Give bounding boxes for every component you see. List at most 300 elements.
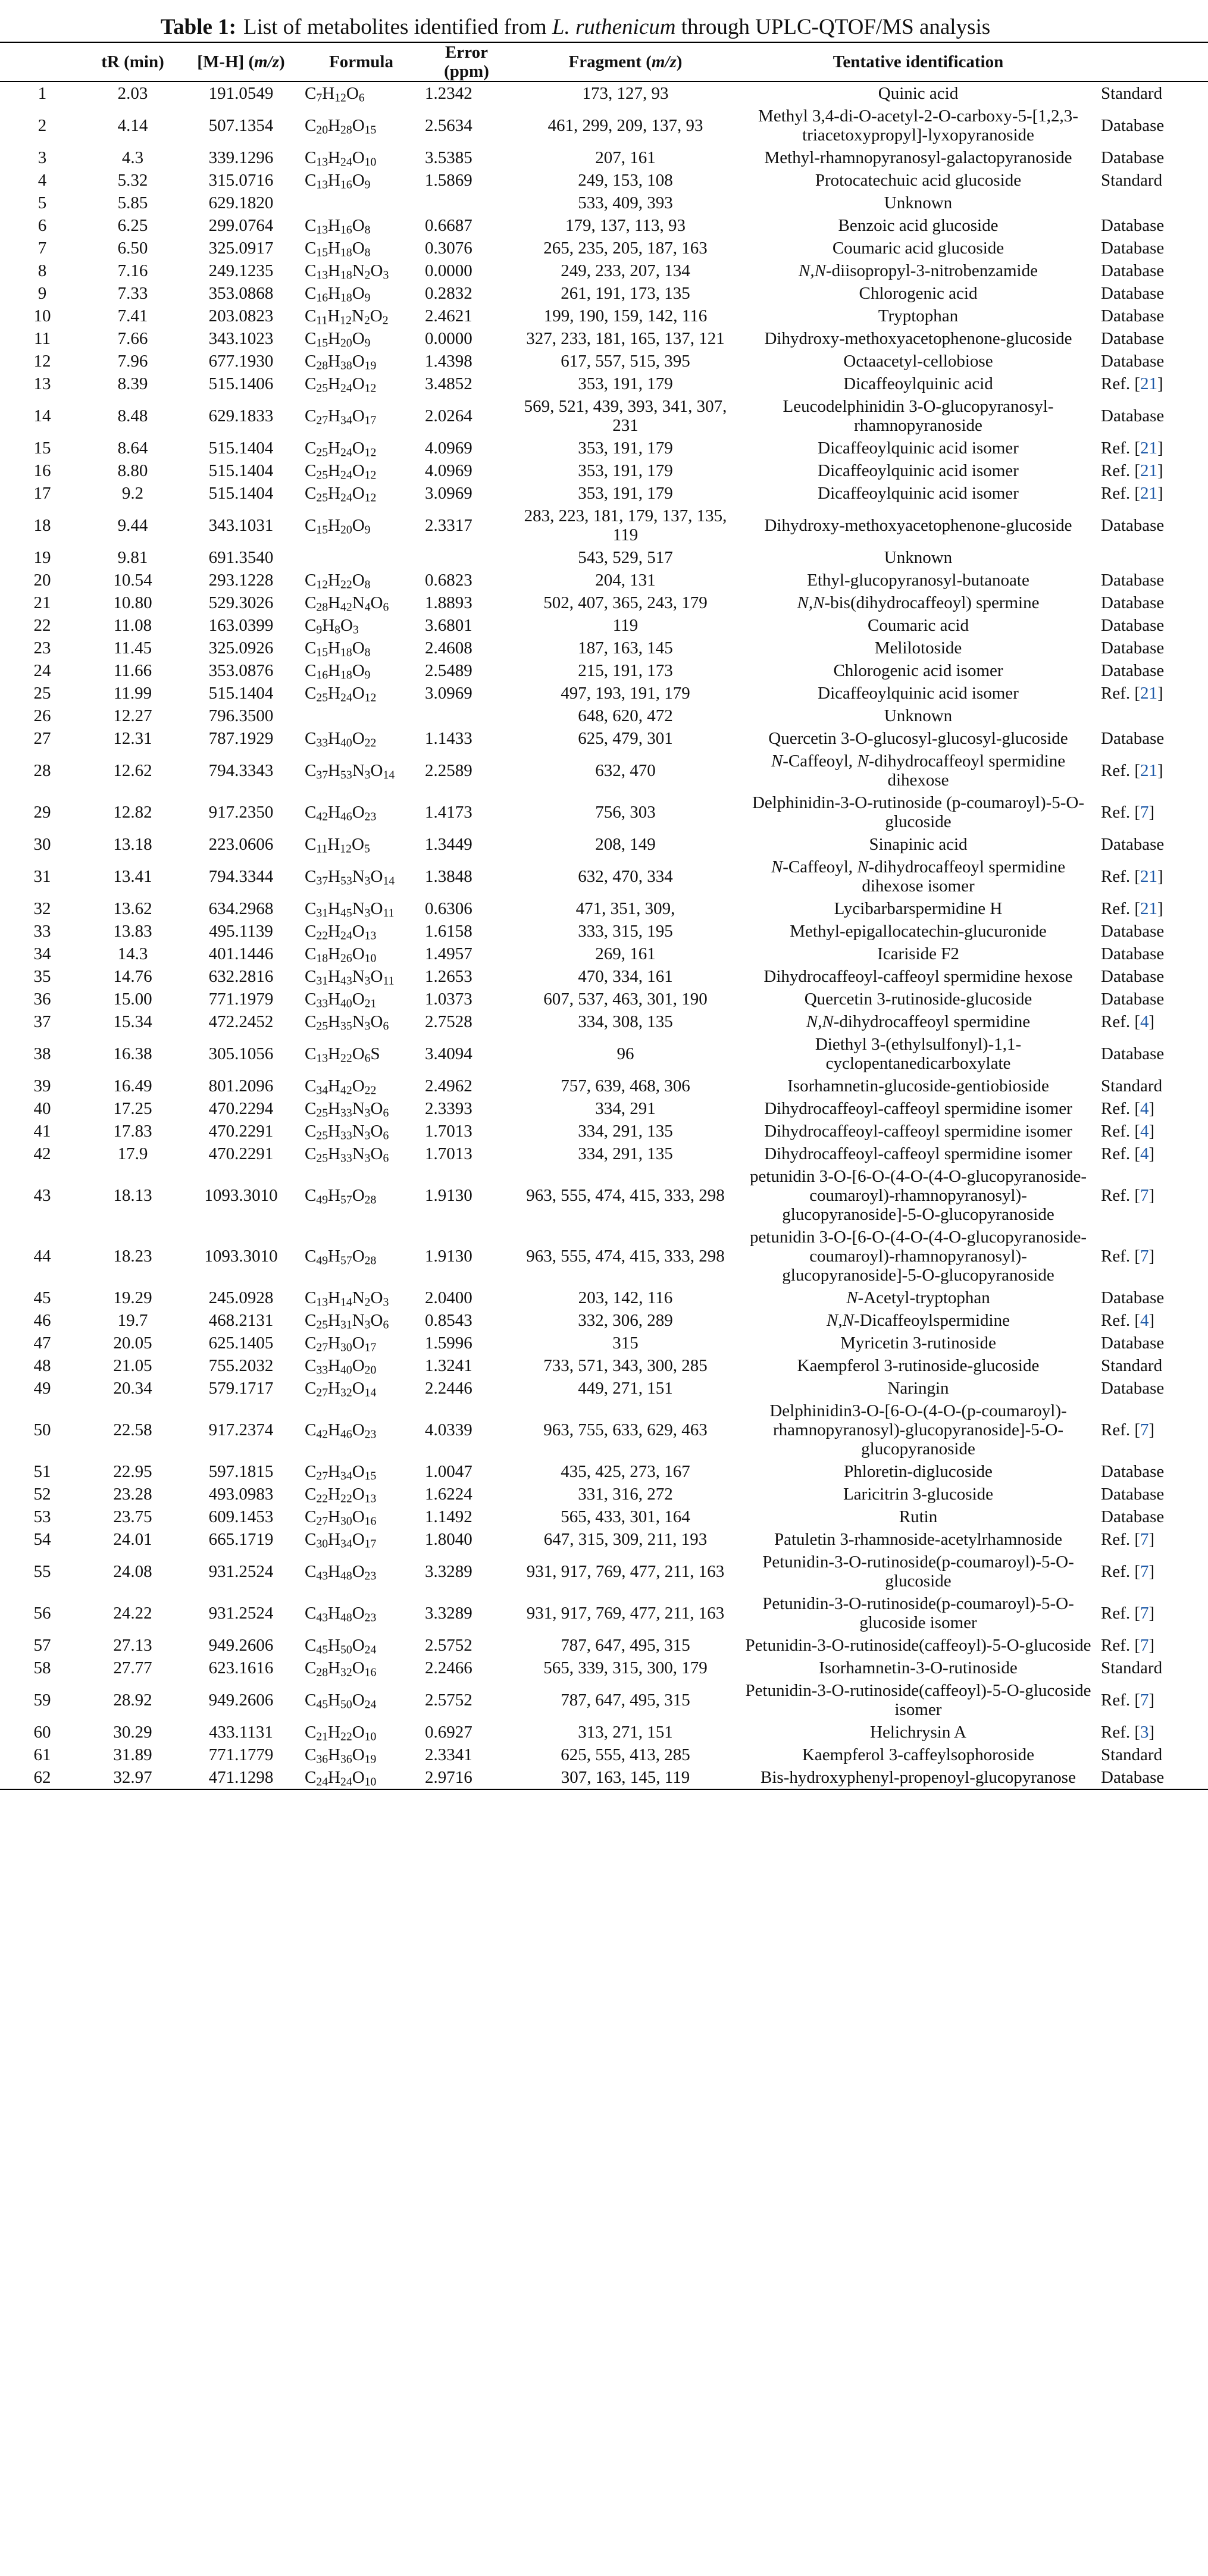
table-row [0,637,1208,659]
mass-value: 794.3343 [208,761,274,780]
retention-time: 20.05 [113,1334,152,1353]
tentative-identification: Chlorogenic acid isomer [833,661,1003,680]
formula-cell: $C_{27}H_{30}O_{16}$ [305,1507,377,1528]
identification-source: Database [1101,148,1165,167]
fragment-ions: 565, 339, 315, 300, 179 [543,1658,708,1677]
table-row [0,569,1208,591]
identification-source: Database [1101,516,1165,535]
tentative-identification: Melilotoside [874,638,962,658]
mass-value: 493.0983 [208,1485,274,1504]
table-row [0,1592,1208,1634]
formula-cell: $C_{22}H_{22}O_{13}$ [305,1485,377,1505]
error-ppm: 3.4094 [425,1044,472,1063]
mass-value: 495.1139 [209,922,273,941]
header-formula: Formula [301,42,421,82]
table-row [0,327,1208,350]
identification-source: Database [1101,1485,1165,1504]
table-row [0,705,1208,727]
mass-value: 949.2606 [208,1691,274,1710]
fragment-ions: 283, 223, 181, 179, 137, 135, 119 [524,506,727,544]
identification-source: Ref. [21] [1101,439,1163,458]
fragment-ions: 313, 271, 151 [578,1723,673,1742]
identification-source: Ref. [21] [1101,374,1163,393]
mass-value: 353.0876 [208,661,274,680]
tentative-identification: Delphinidin-3-O-rutinoside (p-coumaroyl)-5-O-glucoside [752,793,1085,831]
formula-cell: $C_{13}H_{16}O_9$ [305,171,371,192]
row-index: 2 [37,116,47,135]
identification-source: Database [1101,306,1165,325]
identification-source: Database [1101,116,1165,135]
mass-value: 470.2291 [208,1122,274,1141]
retention-time: 24.01 [113,1530,152,1549]
identification-source: Ref. [7] [1101,1691,1155,1710]
table-row [0,1143,1208,1165]
table-row [0,546,1208,569]
row-index: 5 [37,193,47,212]
formula-cell: $C_{25}H_{24}O_{12}$ [305,484,377,505]
retention-time: 27.13 [113,1636,152,1655]
fragment-ions: 334, 291, 135 [578,1144,673,1163]
formula-cell: $C_{20}H_{28}O_{15}$ [305,116,377,137]
formula-cell: $C_{28}H_{38}O_{19}$ [305,352,377,373]
error-ppm: 0.8543 [425,1311,472,1330]
mass-value: 931.2524 [208,1604,274,1623]
tentative-identification: Helichrysin A [870,1723,966,1742]
retention-time: 23.75 [113,1507,152,1526]
mass-value: 634.2968 [208,899,274,918]
retention-time: 8.80 [117,461,148,480]
tentative-identification: N-Caffeoyl, N-dihydrocaffeoyl spermidine dihexose isomer [771,857,1066,896]
row-index: 49 [33,1379,51,1398]
row-index: 3 [37,148,47,167]
identification-source: Database [1101,638,1165,658]
error-ppm: 3.4852 [425,374,472,393]
error-ppm: 1.8040 [425,1530,472,1549]
tentative-identification: Quinic acid [878,84,959,103]
retention-time: 9.44 [117,516,148,535]
identification-source: Database [1101,729,1165,748]
tentative-identification: Sinapinic acid [869,835,968,854]
identification-source: Database [1101,1044,1165,1063]
fragment-ions: 334, 308, 135 [578,1012,673,1031]
identification-source: Ref. [21] [1101,761,1163,780]
table-row [0,1679,1208,1721]
mass-value: 515.1404 [208,484,274,503]
row-index: 28 [33,761,51,780]
caption-text-after: through UPLC-QTOF/MS analysis [681,14,991,39]
formula-cell: $C_{28}H_{32}O_{16}$ [305,1658,377,1679]
table-row [0,791,1208,833]
identification-source: Ref. [7] [1101,803,1155,822]
formula-cell: $C_{42}H_{46}O_{23}$ [305,803,377,824]
header-source [1097,42,1208,82]
row-index: 15 [33,439,51,458]
error-ppm: 1.3449 [425,835,472,854]
tentative-identification: Myricetin 3-rutinoside [840,1334,996,1353]
fragment-ions: 249, 153, 108 [578,171,673,190]
row-index: 55 [33,1562,51,1581]
identification-source: Database [1101,406,1165,425]
mass-value: 787.1929 [208,729,274,748]
fragment-ions: 327, 233, 181, 165, 137, 121 [526,329,725,348]
tentative-identification: Petunidin-3-O-rutinoside(p-coumaroyl)-5-O-glucoside [762,1553,1074,1591]
identification-source: Database [1101,967,1165,986]
row-index: 57 [33,1636,51,1655]
fragment-ions: 757, 639, 468, 306 [561,1076,690,1095]
error-ppm: 1.7013 [425,1144,472,1163]
formula-cell: $C_{25}H_{35}N_3O_6$ [305,1012,389,1033]
fragment-ions: 353, 191, 179 [578,374,673,393]
row-index: 60 [33,1723,51,1742]
retention-time: 16.49 [113,1076,152,1095]
formula-cell: $C_{25}H_{33}N_3O_6$ [305,1144,389,1165]
table-row [0,1483,1208,1505]
fragment-ions: 565, 433, 301, 164 [561,1507,690,1526]
row-index: 19 [33,548,51,567]
tentative-identification: Coumaric acid [868,616,969,635]
fragment-ions: 331, 316, 272 [578,1485,673,1504]
identification-source: Database [1101,616,1165,635]
row-index: 12 [33,352,51,371]
fragment-ions: 208, 149 [595,835,656,854]
table-row [0,192,1208,214]
tentative-identification: Phloretin-diglucoside [844,1462,993,1481]
row-index: 22 [33,616,51,635]
formula-cell: $C_{25}H_{24}O_{12}$ [305,684,377,705]
table-row [0,1400,1208,1460]
tentative-identification: Laricitrin 3-glucoside [843,1485,994,1504]
mass-value: 515.1404 [208,684,274,703]
table-row [0,1097,1208,1120]
row-index: 29 [33,803,51,822]
error-ppm: 1.1492 [425,1507,472,1526]
retention-time: 7.33 [117,284,148,303]
row-index: 41 [33,1122,51,1141]
identification-source: Ref. [7] [1101,1420,1155,1439]
formula-cell: $C_{42}H_{46}O_{23}$ [305,1420,377,1441]
retention-time: 30.29 [113,1723,152,1742]
table-row [0,750,1208,791]
identification-source: Ref. [4] [1101,1122,1155,1141]
formula-cell: $C_{28}H_{42}N_4O_6$ [305,593,389,614]
tentative-identification: petunidin 3-O-[6-O-(4-O-(4-O-glucopyranoside-coumaroyl)-rhamnopyranosyl)-glucopyranoside]-5-O-glucopyranoside [749,1167,1087,1224]
error-ppm: 3.0969 [425,484,472,503]
formula-cell: $C_{33}H_{40}O_{20}$ [305,1356,377,1377]
header-row [0,42,1208,82]
formula-cell: $C_{18}H_{26}O_{10}$ [305,944,377,965]
row-index: 13 [33,374,51,393]
retention-time: 32.97 [85,1766,181,1789]
fragment-ions: 543, 529, 517 [578,548,673,567]
retention-time: 18.13 [113,1186,152,1205]
error-ppm: 0.6927 [425,1723,472,1742]
mass-value: 931.2524 [208,1562,274,1581]
formula-cell: $C_{12}H_{22}O_8$ [305,571,371,591]
identification-source: Database [1101,835,1165,854]
row-index: 56 [33,1604,51,1623]
formula-cell: $C_7H_{12}O_6$ [305,84,365,105]
formula-cell: $C_{25}H_{24}O_{12}$ [305,374,377,395]
tentative-identification: N-Caffeoyl, N-dihydrocaffeoyl spermidine dihexose [771,752,1066,790]
error-ppm: 2.3341 [425,1745,472,1764]
error-ppm: 1.4173 [425,803,472,822]
tentative-identification: Dicaffeoylquinic acid isomer [818,484,1019,503]
error-ppm: 2.4608 [425,638,472,658]
identification-source: Database [1101,1462,1165,1481]
identification-source: Ref. [21] [1101,867,1163,886]
row-index: 61 [33,1745,51,1764]
table-row [0,1657,1208,1679]
table-row [0,1744,1208,1766]
mass-value: 515.1406 [208,374,274,393]
tentative-identification: Unknown [884,706,953,725]
error-ppm: 3.3289 [425,1562,472,1581]
identification-source: Ref. [21] [1101,461,1163,480]
fragment-ions: 963, 755, 633, 629, 463 [543,1420,708,1439]
row-index: 7 [37,239,47,258]
tentative-identification: Dicaffeoylquinic acid [843,374,993,393]
retention-time: 6.50 [117,239,148,258]
fragment-ions: 931, 917, 769, 477, 211, 163 [526,1562,725,1581]
row-index: 11 [34,329,51,348]
error-ppm [421,192,512,214]
tentative-identification: Octaacetyl-cellobiose [843,352,993,371]
fragment-ions: 533, 409, 393 [578,193,673,212]
table-row [0,591,1208,614]
mass-value: 470.2294 [208,1099,274,1118]
fragment-ions: 187, 163, 145 [578,638,673,658]
row-index: 20 [33,571,51,590]
mass-value: 343.1031 [208,516,274,535]
table-row [0,965,1208,988]
row-index: 51 [33,1462,51,1481]
mass-value: 609.1453 [208,1507,274,1526]
header-mh: [M-H] (m/z) [181,42,301,82]
fragment-ions: 207, 161 [595,148,656,167]
formula-cell: $C_{27}H_{34}O_{15}$ [305,1462,377,1483]
mass-value: 677.1930 [208,352,274,371]
fragment-ions: 625, 479, 301 [578,729,673,748]
fragment-ions: 334, 291, 135 [578,1122,673,1141]
error-ppm: 1.4957 [425,944,472,963]
mass-value: 470.2291 [208,1144,274,1163]
tentative-identification: N,N-diisopropyl-3-nitrobenzamide [799,261,1038,280]
mass-value: 949.2606 [208,1636,274,1655]
row-index: 53 [33,1507,51,1526]
fragment-ions: 470, 334, 161 [578,967,673,986]
tentative-identification: Tryptophan [878,306,959,325]
fragment-ions: 96 [616,1044,634,1063]
mass-value: 515.1404 [208,439,274,458]
table-body [0,82,1208,1789]
identification-source: Ref. [4] [1101,1144,1155,1163]
formula-cell: $C_{37}H_{53}N_3O_{14}$ [305,867,395,888]
tentative-identification: Dihydrocaffeoyl-caffeoyl spermidine isomer [764,1122,1072,1141]
table-row [0,1354,1208,1377]
identification-source: Ref. [7] [1101,1530,1155,1549]
mass-value: 468.2131 [208,1311,274,1330]
table-row [0,1332,1208,1354]
mass-value: 401.1446 [208,944,274,963]
retention-time: 10.54 [113,571,152,590]
mass-value: 632.2816 [208,967,274,986]
table-row [0,282,1208,305]
fragment-ions: 931, 917, 769, 477, 211, 163 [526,1604,725,1623]
error-ppm: 0.0000 [425,329,472,348]
tentative-identification: Icariside F2 [877,944,959,963]
identification-source: Database [1101,1507,1165,1526]
tentative-identification: Petunidin-3-O-rutinoside(caffeoyl)-5-O-glucoside [745,1636,1091,1655]
row-index: 36 [33,990,51,1009]
identification-source: Database [1101,216,1165,235]
row-index: 25 [33,684,51,703]
mass-value: 471.1298 [181,1766,301,1789]
identification-source: Database [1101,571,1165,590]
retention-time: 17.9 [117,1144,148,1163]
error-ppm: 2.5752 [425,1691,472,1710]
error-ppm: 2.5634 [425,116,472,135]
formula-cell: $C_{11}H_{12}N_2O_2$ [305,306,389,327]
retention-time: 23.28 [113,1485,152,1504]
fragment-ions: 265, 235, 205, 187, 163 [543,239,708,258]
error-ppm: 1.3241 [425,1356,472,1375]
identification-source: Database [1101,1379,1165,1398]
fragment-ions: 617, 557, 515, 395 [561,352,690,371]
mass-value: 665.1719 [208,1530,274,1549]
identification-source: Database [1101,922,1165,941]
table-row [0,614,1208,637]
retention-time: 2.03 [117,84,148,103]
retention-time: 21.05 [113,1356,152,1375]
fragment-ions: 333, 315, 195 [578,922,673,941]
row-index: 44 [33,1247,51,1266]
table-row [0,1460,1208,1483]
table-row [0,1721,1208,1744]
formula-cell: $C_{13}H_{14}N_2O_3$ [305,1288,389,1309]
mass-value: 1093.3010 [204,1186,278,1205]
mass-value: 597.1815 [208,1462,274,1481]
identification-source: Database [1101,1288,1165,1307]
fragment-ions: 787, 647, 495, 315 [561,1691,690,1710]
retention-time: 5.32 [117,171,148,190]
retention-time: 12.82 [113,803,152,822]
fragment-ions: 261, 191, 173, 135 [561,284,690,303]
error-ppm: 2.0400 [425,1288,472,1307]
fragment-ions: 648, 620, 472 [578,706,673,725]
header-fragment: Fragment (m/z) [512,42,739,82]
fragment-ions: 204, 131 [595,571,656,590]
error-ppm: 1.7013 [425,1122,472,1141]
mass-value: 794.3344 [208,867,274,886]
retention-time: 24.08 [113,1562,152,1581]
formula-cell: $C_{45}H_{50}O_{24}$ [305,1691,377,1711]
tentative-identification: Chlorogenic acid [859,284,978,303]
tentative-identification: Petunidin-3-O-rutinoside(p-coumaroyl)-5-O-glucoside isomer [762,1594,1074,1632]
row-index: 6 [37,216,47,235]
retention-time: 11.66 [113,661,152,680]
metabolites-table [0,42,1208,1790]
table-row [0,1505,1208,1528]
retention-time: 14.3 [117,944,148,963]
table-row [0,659,1208,682]
tentative-identification: Lycibarbarspermidine H [834,899,1003,918]
mass-value: 325.0926 [208,638,274,658]
fragment-ions: 119 [612,616,639,635]
table-row [0,1528,1208,1551]
fragment-ions: 449, 271, 151 [578,1379,673,1398]
identification-source [1097,192,1208,214]
retention-time: 20.34 [113,1379,152,1398]
error-ppm: 1.6224 [425,1485,472,1504]
tentative-identification: Dihydrocaffeoyl-caffeoyl spermidine hexose [763,967,1073,986]
fragment-ions: 461, 299, 209, 137, 93 [547,116,703,135]
retention-time: 17.83 [113,1122,152,1141]
mass-value: 801.2096 [208,1076,274,1095]
formula-cell: $C_{27}H_{30}O_{17}$ [305,1334,377,1354]
error-ppm: 1.3848 [425,867,472,886]
retention-time: 22.95 [113,1462,152,1481]
error-ppm: 1.2342 [425,84,472,103]
formula-cell: $C_{16}H_{18}O_9$ [305,661,371,682]
error-ppm: 1.9130 [425,1247,472,1266]
fragment-ions: 334, 291 [595,1099,656,1118]
row-index: 52 [33,1485,51,1504]
caption-text-before: List of metabolites identified from [243,14,547,39]
formula-cell: $C_{15}H_{20}O_9$ [305,329,371,350]
tentative-identification: Delphinidin3-O-[6-O-(4-O-(p-coumaroyl)-rhamnopyranosyl)-glucopyranoside]-5-O-glucopyranoside [769,1401,1067,1458]
header-tr: tR (min) [85,42,181,82]
error-ppm: 2.2589 [425,761,472,780]
tentative-identification: N-Acetyl-tryptophan [846,1288,990,1307]
mass-value: 515.1404 [208,461,274,480]
row-index: 37 [33,1012,51,1031]
mass-value: 691.3540 [208,548,274,567]
mass-value: 343.1023 [208,329,274,348]
tentative-identification: Methyl 3,4-di-O-acetyl-2-O-carboxy-5-[1,2,3-triacetoxypropyl]-lyxopyranoside [758,107,1078,145]
row-index: 31 [33,867,51,886]
error-ppm: 3.0969 [425,684,472,703]
identification-source: Ref. [21] [1101,684,1163,703]
tentative-identification: Leucodelphinidin 3-O-glucopyranosyl-rhamnopyranoside [783,397,1054,435]
row-index: 62 [0,1766,85,1789]
error-ppm: 0.2832 [425,284,472,303]
formula-cell: $C_{15}H_{20}O_9$ [305,516,371,537]
fragment-ions: 502, 407, 365, 243, 179 [543,593,708,612]
mass-value: 203.0823 [208,306,274,325]
error-ppm: 1.1433 [425,729,472,748]
error-ppm: 0.0000 [425,261,472,280]
tentative-identification: Quercetin 3-rutinoside-glucoside [804,990,1032,1009]
retention-time: 5.85 [117,193,148,212]
retention-time: 8.39 [117,374,148,393]
identification-source: Standard [1101,1076,1163,1095]
tentative-identification: Dicaffeoylquinic acid isomer [818,439,1019,458]
retention-time: 12.62 [113,761,152,780]
mass-value: 472.2452 [208,1012,274,1031]
formula-cell: $C_{33}H_{40}O_{22}$ [305,729,377,750]
fragment-ions: 963, 555, 474, 415, 333, 298 [526,1186,725,1205]
tentative-identification: Bis-hydroxyphenyl-propenoyl-glucopyranose [739,1766,1097,1789]
retention-time: 13.62 [113,899,152,918]
tentative-identification: Quercetin 3-O-glucosyl-glucosyl-glucoside [768,729,1068,748]
fragment-ions: 497, 193, 191, 179 [561,684,690,703]
identification-source: Ref. [7] [1101,1636,1155,1655]
row-index: 47 [33,1334,51,1353]
table-row [0,237,1208,259]
retention-time: 27.77 [113,1658,152,1677]
tentative-identification: Isorhamnetin-glucoside-gentiobioside [787,1076,1049,1095]
table-row [0,505,1208,546]
